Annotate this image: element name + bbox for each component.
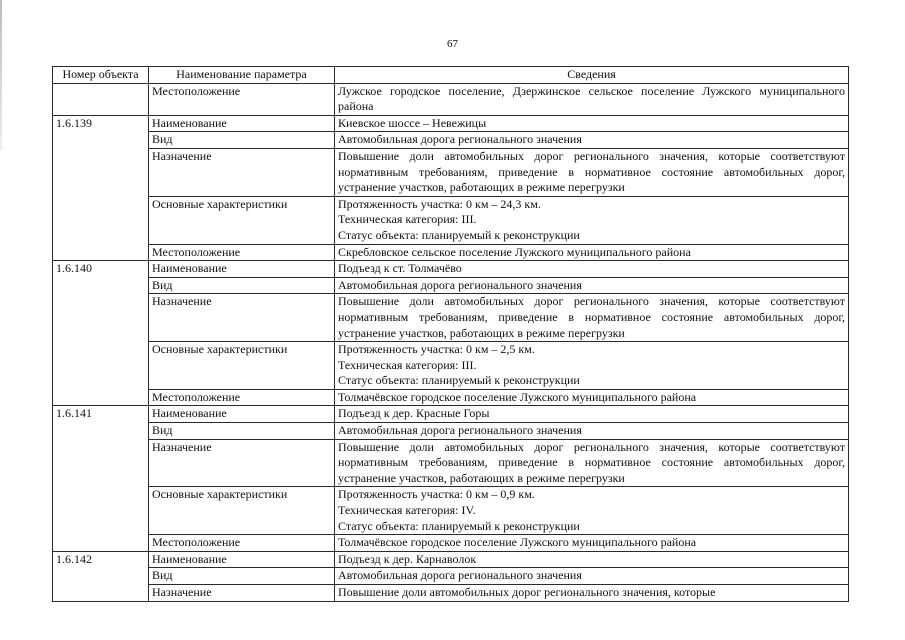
table-row [53, 389, 849, 406]
table-row [53, 342, 849, 390]
parameter-name-cell: Вид [149, 132, 335, 149]
object-number-cell [53, 244, 149, 261]
details-line: Толмачёвское городское поселение Лужского муниципального района [338, 535, 697, 550]
details-cell [335, 261, 849, 278]
object-number-cell [53, 83, 149, 115]
parameter-name-cell: Назначение [149, 585, 335, 602]
object-number-cell [53, 423, 149, 440]
details-cell [335, 585, 849, 602]
details-line: Статус объекта: планируемый к реконструкции [338, 518, 580, 533]
details-line: Автомобильная дорога регионального значения [338, 277, 582, 292]
details-line: Подъезд к ст. Толмачёво [338, 261, 462, 276]
parameter-name-cell: Наименование [149, 551, 335, 568]
table-row [53, 148, 849, 196]
object-number-cell: 1.6.142 [53, 551, 149, 568]
parameter-name-cell: Назначение [149, 439, 335, 487]
details-line: Подъезд к дер. Карнаволок [338, 551, 477, 566]
object-number-cell: 1.6.141 [53, 406, 149, 423]
table-row [53, 487, 849, 535]
details-line: Техническая категория: IV. [338, 503, 476, 518]
details-cell [335, 406, 849, 423]
table-row [53, 261, 849, 278]
object-number-cell [53, 294, 149, 342]
object-number-cell [53, 148, 149, 196]
details-line: Подъезд к дер. Красные Горы [338, 406, 490, 421]
details-cell [335, 342, 849, 390]
object-number-cell [53, 277, 149, 294]
details-cell [335, 115, 849, 132]
table-row [53, 196, 849, 244]
details-cell [335, 568, 849, 585]
parameter-name-cell: Наименование [149, 261, 335, 278]
details-cell [335, 423, 849, 440]
parameter-name-cell: Наименование [149, 406, 335, 423]
details-cell [335, 277, 849, 294]
parameter-name-cell: Местоположение [149, 389, 335, 406]
details-cell [335, 439, 849, 487]
table-row [53, 115, 849, 132]
details-line: Автомобильная дорога регионального значения [338, 568, 582, 583]
details-line: Лужское городское поселение, Дзержинское сельское поселение Лужского муниципального района [338, 83, 845, 114]
parameter-name-cell: Назначение [149, 294, 335, 342]
table-header-row [53, 67, 849, 84]
table-row [53, 585, 849, 602]
details-cell [335, 535, 849, 552]
object-number-cell [53, 342, 149, 390]
scan-edge-mark [0, 0, 2, 150]
parameter-name-cell: Основные характеристики [149, 342, 335, 390]
details-cell [335, 83, 849, 115]
object-number-cell [53, 389, 149, 406]
table-row [53, 551, 849, 568]
details-line: Повышение доли автомобильных дорог регионального значения, которые соответствуют нормативным требованиям, приведение в нормативное состояние автомобильных дорог, устранение участков, работающих в режиме перегрузки [338, 148, 845, 195]
object-number-cell: 1.6.139 [53, 115, 149, 132]
table-row [53, 83, 849, 115]
table-row [53, 244, 849, 261]
details-line: Протяженность участка: 0 км – 0,9 км. [338, 487, 535, 502]
parameter-name-cell: Местоположение [149, 244, 335, 261]
parameter-name-cell: Местоположение [149, 535, 335, 552]
parameter-name-cell: Наименование [149, 115, 335, 132]
details-line: Статус объекта: планируемый к реконструкции [338, 227, 580, 242]
table-row [53, 406, 849, 423]
table-row [53, 132, 849, 149]
object-number-cell [53, 487, 149, 535]
details-cell [335, 196, 849, 244]
details-line: Техническая категория: III. [338, 212, 477, 227]
details-cell [335, 148, 849, 196]
details-line: Повышение доли автомобильных дорог регионального значения, которые соответствуют нормативным требованиям, приведение в нормативное состояние автомобильных дорог, устранение участков, работающих в режиме перегрузки [338, 439, 845, 485]
details-cell [335, 132, 849, 149]
objects-table [52, 66, 849, 602]
table-row [53, 294, 849, 342]
details-cell [335, 487, 849, 535]
details-line: Скребловское сельское поселение Лужского муниципального района [338, 244, 691, 259]
parameter-name-cell: Назначение [149, 148, 335, 196]
parameter-name-cell: Вид [149, 277, 335, 294]
details-line: Киевское шоссе – Невежицы [338, 115, 487, 130]
table-row [53, 535, 849, 552]
object-number-cell [53, 585, 149, 602]
parameter-name-cell: Вид [149, 568, 335, 585]
details-line: Протяженность участка: 0 км – 2,5 км. [338, 342, 535, 357]
details-cell [335, 294, 849, 342]
object-number-cell: 1.6.140 [53, 261, 149, 278]
table-row [53, 277, 849, 294]
header-details: Сведения [335, 67, 849, 84]
page-number: 67 [447, 38, 458, 50]
object-number-cell [53, 439, 149, 487]
parameter-name-cell: Основные характеристики [149, 196, 335, 244]
table-row [53, 568, 849, 585]
header-parameter-name: Наименование параметра [149, 67, 335, 84]
parameter-name-cell: Основные характеристики [149, 487, 335, 535]
details-line: Автомобильная дорога регионального значения [338, 132, 582, 147]
details-line: Протяженность участка: 0 км – 24,3 км. [338, 196, 541, 211]
object-number-cell [53, 196, 149, 244]
table-row [53, 439, 849, 487]
details-line: Статус объекта: планируемый к реконструкции [338, 373, 580, 388]
details-cell [335, 551, 849, 568]
details-line: Техническая категория: III. [338, 357, 477, 372]
parameter-name-cell: Местоположение [149, 83, 335, 115]
details-cell [335, 389, 849, 406]
header-object-number: Номер объекта [53, 67, 149, 84]
table-body [53, 83, 849, 601]
details-line: Толмачёвское городское поселение Лужского муниципального района [338, 389, 697, 404]
object-number-cell [53, 132, 149, 149]
details-cell [335, 244, 849, 261]
details-line: Повышение доли автомобильных дорог регионального значения, которые соответствуют нормативным требованиям, приведение в нормативное состояние автомобильных дорог, устранение участков, работающих в режиме перегрузки [338, 294, 845, 340]
table-row [53, 423, 849, 440]
object-number-cell [53, 568, 149, 585]
details-line: Повышение доли автомобильных дорог регионального значения, которые [338, 585, 716, 599]
object-number-cell [53, 535, 149, 552]
parameter-name-cell: Вид [149, 423, 335, 440]
details-line: Автомобильная дорога регионального значения [338, 423, 582, 438]
